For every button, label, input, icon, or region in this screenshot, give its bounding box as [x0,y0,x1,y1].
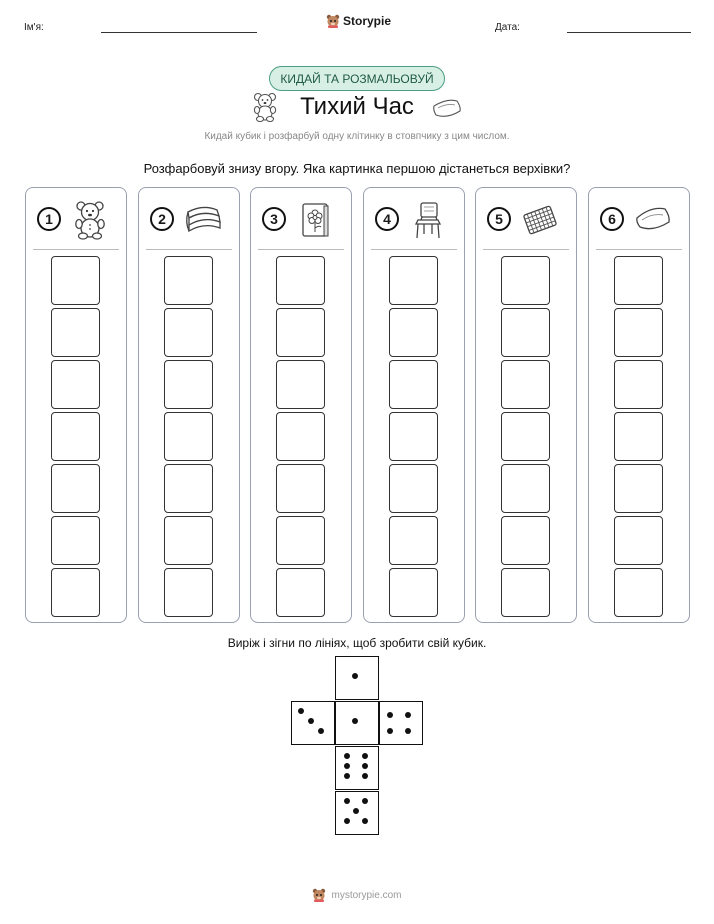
column-1 [25,187,127,623]
color-cell[interactable] [276,516,325,565]
color-cell[interactable] [614,568,663,617]
color-cell[interactable] [614,360,663,409]
quilt-icon [520,200,560,240]
chair-icon [408,200,448,240]
color-cell[interactable] [51,256,100,305]
subtitle: Кидай кубик і розфарбуй одну клітинку в стовпчику з цим числом. [204,131,510,142]
die-pip [298,708,304,714]
color-cell[interactable] [51,308,100,357]
footer-url: mystorypie.com [331,889,402,901]
color-cell[interactable] [501,256,550,305]
color-cell[interactable] [51,464,100,513]
footer [0,888,714,902]
column-divider [483,249,569,250]
color-cell[interactable] [501,516,550,565]
color-cell[interactable] [389,464,438,513]
die-face-4 [379,701,423,745]
date-label: Дата: [495,22,520,33]
die-face-3 [291,701,335,745]
die-pip [352,673,358,679]
brand-logo [326,14,391,28]
die-pip [405,712,411,718]
column-3 [250,187,352,623]
color-cell[interactable] [389,568,438,617]
die-pip [344,798,350,804]
die-pip [308,718,314,724]
folded-blanket-icon [183,200,223,240]
column-number: 6 [600,207,624,231]
color-cell[interactable] [614,412,663,461]
die-pip [344,763,350,769]
column-number: 5 [487,207,511,231]
color-cell[interactable] [501,412,550,461]
die-pip [362,753,368,759]
color-cell[interactable] [164,516,213,565]
column-4 [363,187,465,623]
cut-instruction: Виріж і зігни по лініях, щоб зробити свій кубик. [227,636,487,650]
brand-name: Storypie [343,14,392,28]
picture-book-icon [295,200,335,240]
die-pip [362,773,368,779]
die-pip [405,728,411,734]
die-pip [387,728,393,734]
color-cell[interactable] [51,360,100,409]
color-cell[interactable] [164,308,213,357]
color-cell[interactable] [276,412,325,461]
die-pip [353,808,359,814]
color-cell[interactable] [276,464,325,513]
die-pip [387,712,393,718]
color-cell[interactable] [389,516,438,565]
color-cell[interactable] [164,360,213,409]
column-divider [596,249,682,250]
column-number: 4 [375,207,399,231]
column-number: 1 [37,207,61,231]
color-cell[interactable] [389,308,438,357]
die-pip [344,818,350,824]
page-title: Тихий Час [300,93,414,120]
column-number: 2 [150,207,174,231]
name-line[interactable] [101,32,257,33]
storypie-mascot-icon [312,888,326,902]
date-line[interactable] [567,32,691,33]
die-pip [362,798,368,804]
color-cell[interactable] [164,568,213,617]
die-pip [362,818,368,824]
storypie-mascot-icon [326,14,340,28]
column-2 [138,187,240,623]
name-label: Ім'я: [24,22,44,33]
die-pip [352,718,358,724]
column-divider [33,249,119,250]
die-face-1 [335,656,379,700]
color-cell[interactable] [389,412,438,461]
color-cell[interactable] [164,256,213,305]
pillow-icon [431,97,463,119]
die-pip [344,753,350,759]
column-divider [258,249,344,250]
teddy-bear-icon [70,200,110,240]
die-pip [344,773,350,779]
column-divider [371,249,457,250]
instruction: Розфарбовуй знизу вгору. Яка картинка першою дістанеться верхівки? [143,161,571,176]
color-cell[interactable] [276,308,325,357]
color-cell[interactable] [614,516,663,565]
column-6 [588,187,690,623]
column-divider [146,249,232,250]
color-cell[interactable] [389,360,438,409]
color-cell[interactable] [276,256,325,305]
color-cell[interactable] [501,568,550,617]
color-cell[interactable] [164,464,213,513]
color-cell[interactable] [389,256,438,305]
color-cell[interactable] [501,360,550,409]
die-face-5 [335,791,379,835]
column-number: 3 [262,207,286,231]
pillow-icon [633,200,673,240]
color-cell[interactable] [614,256,663,305]
color-cell[interactable] [51,412,100,461]
color-cell[interactable] [276,360,325,409]
color-cell[interactable] [51,568,100,617]
die-pip [318,728,324,734]
die-face-1 [335,701,379,745]
column-5 [475,187,577,623]
color-cell[interactable] [276,568,325,617]
color-cell[interactable] [614,308,663,357]
color-cell[interactable] [614,464,663,513]
color-cell[interactable] [164,412,213,461]
color-cell[interactable] [51,516,100,565]
color-cell[interactable] [501,464,550,513]
activity-badge: КИДАЙ ТА РОЗМАЛЬОВУЙ [269,66,445,91]
die-pip [362,763,368,769]
die-face-6 [335,746,379,790]
color-cell[interactable] [501,308,550,357]
